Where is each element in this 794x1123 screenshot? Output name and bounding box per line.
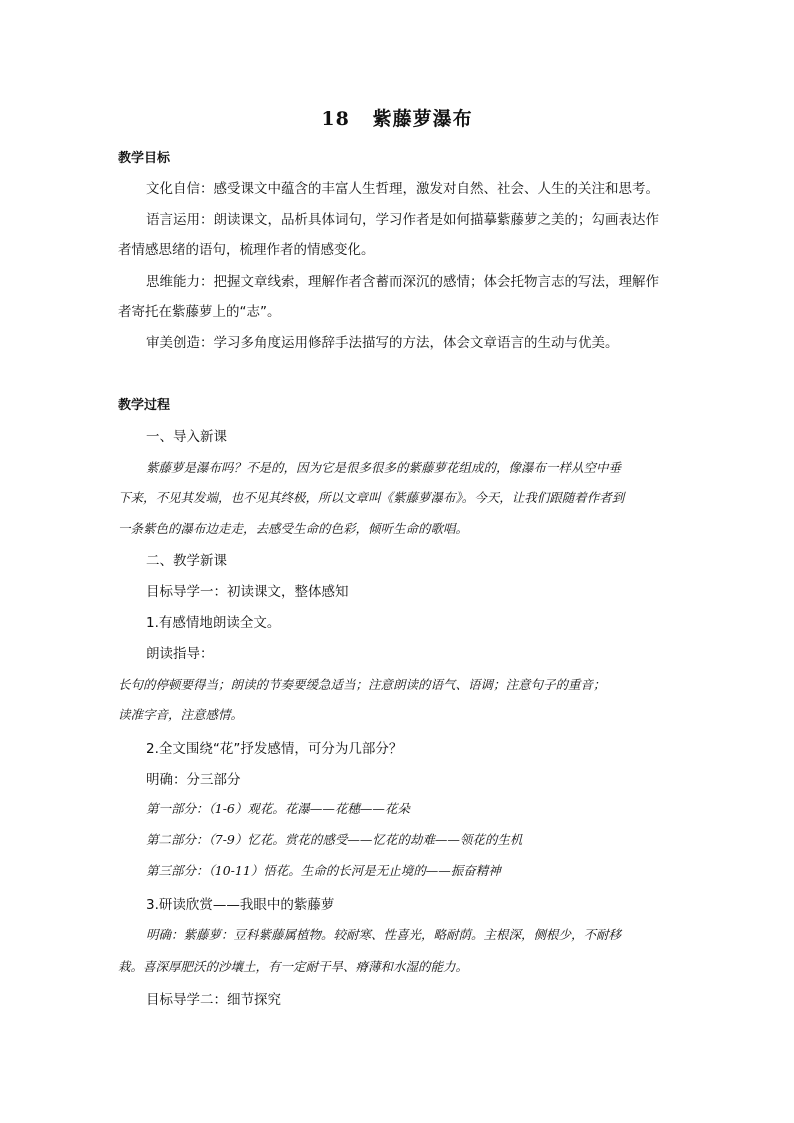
objective-language-line1: 语言运用：朗读课文，品析具体词句，学习作者是如何描摹紫藤萝之美的；勾画表达作 — [146, 212, 659, 228]
objectives-heading: 教学目标 — [118, 151, 171, 166]
objective-thinking-line1: 思维能力：把握文章线索，理解作者含蓄而深沉的感情；体会托物言志的写法，理解作 — [146, 274, 659, 290]
objective-aesthetic: 审美创造：学习多角度运用修辞手法描写的方法，体会文章语言的生动与优美。 — [146, 335, 619, 351]
clarify2-line2: 栽。喜深厚肥沃的沙壤土，有一定耐干旱、瘠薄和水湿的能力。 — [118, 959, 469, 974]
step3-text: 3.研读欣赏——我眼中的紫藤萝 — [146, 897, 335, 913]
reading-guide-label: 朗读指导： — [146, 646, 214, 662]
section1-title: 一、导入新课 — [146, 429, 227, 445]
intro-line3: 一条紫色的瀑布边走走，去感受生命的色彩，倾听生命的歌唱。 — [118, 521, 469, 536]
step1-text: 1.有感情地朗读全文。 — [146, 615, 281, 631]
part1-text: 第一部分：（1-6）观花。花瀑——花穗——花朵 — [146, 801, 410, 816]
reading-guide-line1: 长句的停顿要得当；朗读的节奏要缓急适当；注意朗读的语气、语调；注意句子的重音； — [118, 677, 606, 692]
reading-guide-line2: 读准字音，注意感情。 — [118, 707, 244, 722]
process-heading: 教学过程 — [118, 398, 171, 413]
objective-language-line2: 者情感思绪的语句，梳理作者的情感变化。 — [118, 242, 375, 258]
goal1-title: 目标导学一：初读课文，整体感知 — [146, 584, 349, 600]
section2-title: 二、教学新课 — [146, 553, 227, 569]
intro-line1: 紫藤萝是瀑布吗？不是的，因为它是很多很多的紫藤萝花组成的，像瀑布一样从空中垂 — [146, 460, 622, 475]
objective-thinking-line2: 者寄托在紫藤萝上的“志”。 — [118, 304, 281, 320]
clarify1-text: 明确：分三部分 — [146, 772, 241, 788]
part2-text: 第二部分：（7-9）忆花。赏花的感受——忆花的劫难——领花的生机 — [146, 832, 523, 847]
goal2-title: 目标导学二：细节探究 — [146, 992, 281, 1008]
intro-line2: 下来，不见其发端，也不见其终极，所以文章叫《紫藤萝瀑布》。今天，让我们跟随着作者到 — [118, 490, 625, 505]
step2-text: 2.全文围绕“花”抒发感情，可分为几部分？ — [146, 741, 403, 757]
part3-text: 第三部分：（10-11）悟花。生命的长河是无止境的——振奋精神 — [146, 863, 501, 878]
clarify2-line1: 明确：紫藤萝：豆科紫藤属植物。较耐寒、性喜光，略耐荫。主根深，侧根少，不耐移 — [146, 927, 622, 942]
objective-culture: 文化自信：感受课文中蕴含的丰富人生哲理，激发对自然、社会、人生的关注和思考。 — [146, 181, 659, 197]
document-title: 18 紫藤萝瀑布 — [321, 108, 473, 130]
